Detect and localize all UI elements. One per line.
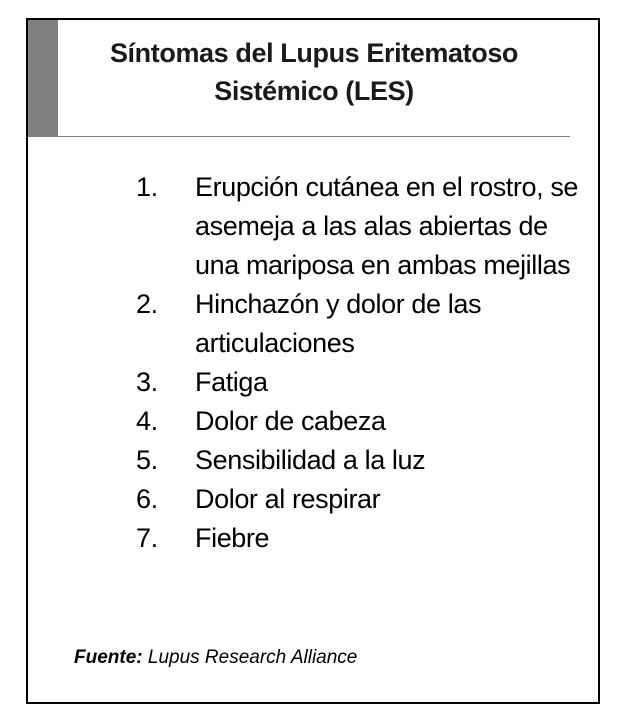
list-item-text: Sensibilidad a la luz	[195, 445, 426, 475]
list-item	[28, 285, 590, 363]
list-item-number: 7.	[136, 523, 158, 553]
card-header	[28, 20, 570, 137]
list-item-text: Hinchazón y dolor de las articulaciones	[195, 289, 482, 358]
symptoms-list	[28, 168, 590, 558]
list-item	[28, 519, 590, 558]
source-label: Fuente:	[74, 647, 143, 668]
list-item	[28, 480, 590, 519]
list-item-text: Fiebre	[195, 523, 270, 553]
list-item-text: Dolor al respirar	[195, 484, 381, 514]
list-item	[28, 363, 590, 402]
list-item	[28, 402, 590, 441]
list-item-number: 6.	[136, 484, 158, 514]
card-title: Síntomas del Lupus Eritematoso Sistémico (LES)	[109, 38, 519, 106]
list-item	[28, 441, 590, 480]
list-item-number: 3.	[136, 367, 158, 397]
list-item-text: Erupción cutánea en el rostro, se asemeja a las alas abiertas de una mariposa en ambas mejillas	[195, 172, 579, 280]
symptoms-card	[26, 18, 600, 704]
list-item-number: 4.	[136, 406, 158, 436]
source-citation	[74, 646, 357, 670]
header-accent-bar	[28, 20, 58, 136]
list-item	[28, 168, 590, 285]
list-item-number: 1.	[136, 172, 158, 202]
list-item-number: 5.	[136, 445, 158, 475]
source-text: Lupus Research Alliance	[147, 647, 358, 668]
list-item-number: 2.	[136, 289, 158, 319]
list-item-text: Fatiga	[195, 367, 268, 397]
list-item-text: Dolor de cabeza	[195, 406, 386, 436]
